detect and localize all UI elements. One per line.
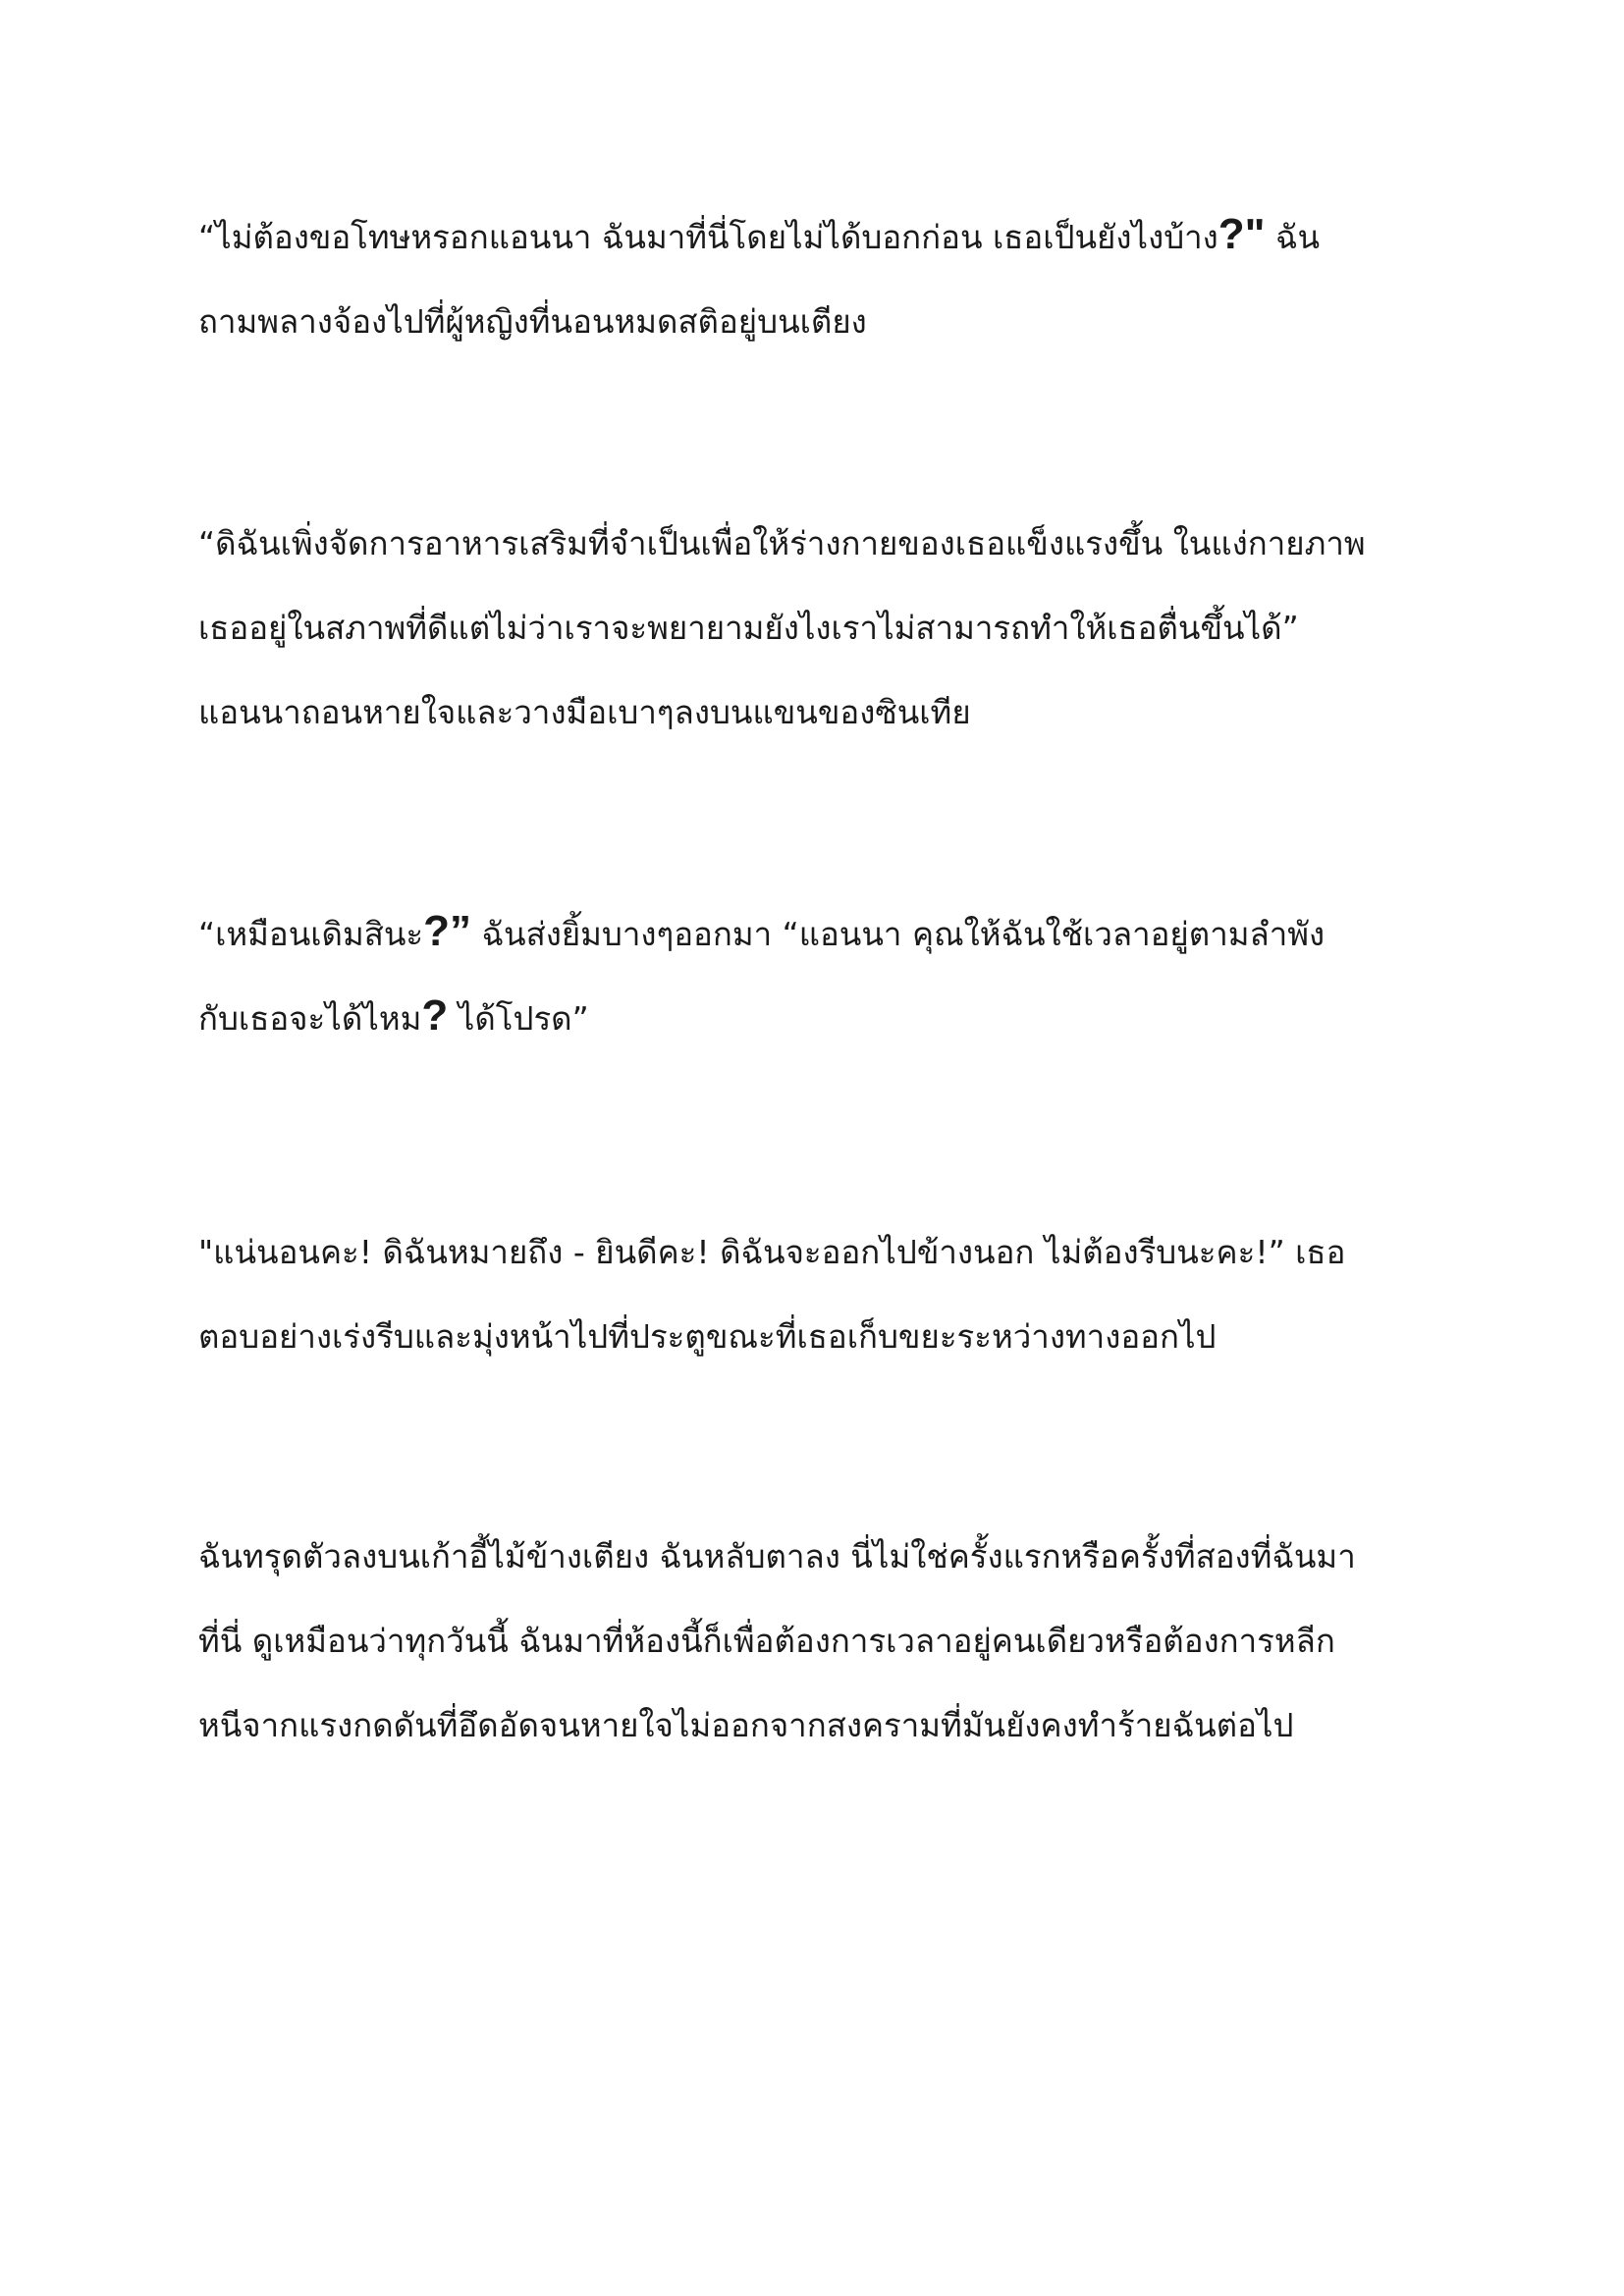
text-run: ได้โปรด” (448, 999, 589, 1038)
text-run: “ไม่ต้องขอโทษหรอกแอนนา ฉันมาที่นี่โดยไม่ได้บอกก่อน เธอเป็นยังไงบ้าง (198, 218, 1218, 256)
paragraph-1-line-2: ถามพลางจ้องไปที่ผู้หญิงที่นอนหมดสติอยู่บนเตียง (198, 302, 867, 341)
question-mark: ? (421, 991, 449, 1040)
text-run: กับเธอจะได้ไหม (198, 999, 422, 1038)
paragraph-3-line-2 (198, 989, 589, 1048)
paragraph-5-line-1: ฉันทรุดตัวลงบนเก้าอี้ไม้ข้างเตียง ฉันหลับตาลง นี่ไม่ใช่ครั้งแรกหรือครั้งที่สองที่ฉันมา (198, 1537, 1356, 1575)
paragraph-5-line-2: ที่นี่ ดูเหมือนว่าทุกวันนี้ ฉันมาที่ห้องนี้ก็เพื่อต้องการเวลาอยู่คนเดียวหรือต้องการหลีก (198, 1622, 1335, 1660)
text-run: “เหมือนเดิมสินะ (198, 915, 424, 953)
paragraph-2-line-2: เธออยู่ในสภาพที่ดีแต่ไม่ว่าเราจะพยายามยังไงเราไม่สามารถทำให้เธอตื่นขึ้นได้” (198, 609, 1299, 647)
paragraph-2-line-1: “ดิฉันเพิ่งจัดการอาหารเสริมที่จำเป็นเพื่อให้ร่างกายของเธอแข็งแรงขึ้น ในแง่กายภาพ (198, 524, 1366, 562)
paragraph-4-line-2: ตอบอย่างเร่งรีบและมุ่งหน้าไปที่ประตูขณะที่เธอเก็บขยะระหว่างทางออกไป (198, 1317, 1217, 1356)
text-run: ฉัน (1265, 218, 1321, 256)
question-mark: ?” (423, 907, 472, 955)
paragraph-5-line-3: หนีจากแรงกดดันที่อึดอัดจนหายใจไม่ออกจากสงครามที่มันยังคงทำร้ายฉันต่อไป (198, 1706, 1294, 1744)
paragraph-1-line-1 (198, 208, 1320, 267)
paragraph-2-line-3: แอนนาถอนหายใจและวางมือเบาๆลงบนแขนของซินเทีย (198, 693, 971, 731)
paragraph-4-line-1: "แน่นอนคะ! ดิฉันหมายถึง - ยินดีคะ! ดิฉันจะออกไปข้างนอก ไม่ต้องรีบนะคะ!” เธอ (198, 1233, 1346, 1271)
question-mark: ?" (1218, 210, 1266, 258)
paragraph-3-line-1 (198, 905, 1325, 964)
text-run: ฉันส่งยิ้มบางๆออกมา “แอนนา คุณให้ฉันใช้เวลาอยู่ตามลำพัง (471, 915, 1326, 953)
